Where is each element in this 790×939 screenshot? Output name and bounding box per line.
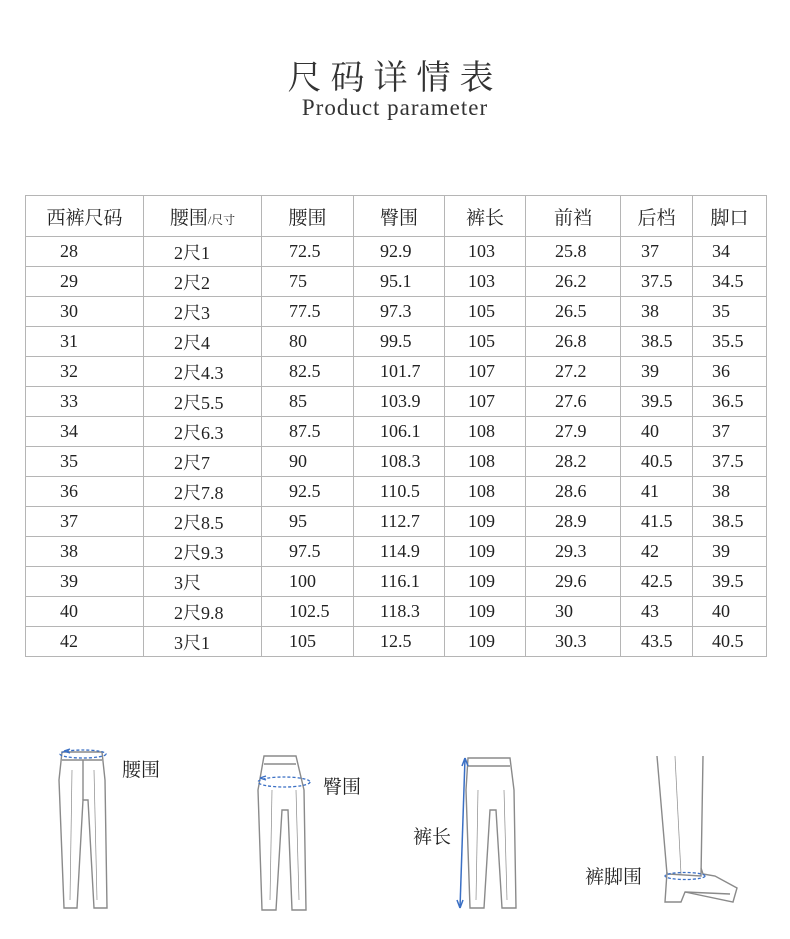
table-cell: 26.2 [526, 267, 621, 297]
table-cell: 87.5 [262, 417, 354, 447]
table-cell: 77.5 [262, 297, 354, 327]
table-cell: 108 [445, 417, 526, 447]
table-row [26, 357, 767, 387]
table-cell: 2尺7.8 [144, 477, 262, 507]
table-cell: 30 [526, 597, 621, 627]
table-cell: 114.9 [354, 537, 445, 567]
table-cell: 30.3 [526, 627, 621, 657]
table-cell: 42.5 [621, 567, 693, 597]
table-cell: 39.5 [693, 567, 767, 597]
table-cell: 109 [445, 567, 526, 597]
table-cell: 32 [26, 357, 144, 387]
size-table [25, 195, 767, 657]
table-cell: 92.9 [354, 237, 445, 267]
column-header: 腰围 [262, 196, 354, 237]
column-header: 西裤尺码 [26, 196, 144, 237]
table-cell: 34 [26, 417, 144, 447]
table-cell: 29.6 [526, 567, 621, 597]
table-cell: 36 [26, 477, 144, 507]
table-row [26, 537, 767, 567]
table-cell: 3尺1 [144, 627, 262, 657]
table-cell: 2尺6.3 [144, 417, 262, 447]
table-cell: 99.5 [354, 327, 445, 357]
table-cell: 37 [621, 237, 693, 267]
hem-diagram [585, 752, 755, 912]
waist-label: 腰围 [122, 759, 161, 781]
table-cell: 2尺8.5 [144, 507, 262, 537]
table-cell: 43.5 [621, 627, 693, 657]
table-row [26, 447, 767, 477]
header-suffix: /尺寸 [207, 212, 236, 227]
table-row [26, 477, 767, 507]
table-cell: 2尺7 [144, 447, 262, 477]
table-cell: 116.1 [354, 567, 445, 597]
table-cell: 3尺 [144, 567, 262, 597]
table-cell: 27.6 [526, 387, 621, 417]
table-row [26, 237, 767, 267]
table-row [26, 507, 767, 537]
table-cell: 97.5 [262, 537, 354, 567]
table-row [26, 627, 767, 657]
length-diagram [408, 750, 528, 920]
table-cell: 106.1 [354, 417, 445, 447]
column-header: 前裆 [526, 196, 621, 237]
table-row [26, 417, 767, 447]
table-cell: 40.5 [693, 627, 767, 657]
page-title: 尺码详情表 [287, 58, 503, 98]
hip-diagram [250, 750, 390, 920]
table-cell: 2尺9.8 [144, 597, 262, 627]
table-row [26, 387, 767, 417]
table-cell: 109 [445, 597, 526, 627]
table-cell: 29 [26, 267, 144, 297]
table-cell: 28 [26, 237, 144, 267]
table-cell: 12.5 [354, 627, 445, 657]
table-cell: 37.5 [693, 447, 767, 477]
table-cell: 39 [621, 357, 693, 387]
table-cell: 107 [445, 387, 526, 417]
table-cell: 108 [445, 447, 526, 477]
table-cell: 35.5 [693, 327, 767, 357]
table-header-row [26, 196, 767, 237]
table-cell: 2尺2 [144, 267, 262, 297]
table-cell: 103.9 [354, 387, 445, 417]
table-cell: 105 [445, 297, 526, 327]
table-cell: 30 [26, 297, 144, 327]
column-header: 臀围 [354, 196, 445, 237]
table-cell: 31 [26, 327, 144, 357]
table-cell: 101.7 [354, 357, 445, 387]
table-cell: 97.3 [354, 297, 445, 327]
table-cell: 38.5 [693, 507, 767, 537]
table-cell: 35 [693, 297, 767, 327]
table-cell: 33 [26, 387, 144, 417]
table-cell: 85 [262, 387, 354, 417]
table-row [26, 267, 767, 297]
table-cell: 2尺3 [144, 297, 262, 327]
table-row [26, 567, 767, 597]
table-cell: 109 [445, 507, 526, 537]
table-cell: 35 [26, 447, 144, 477]
column-header: 脚口 [693, 196, 767, 237]
pants-front-icon [50, 740, 110, 915]
table-cell: 39 [693, 537, 767, 567]
column-header: 后档 [621, 196, 693, 237]
table-cell: 39.5 [621, 387, 693, 417]
table-cell: 118.3 [354, 597, 445, 627]
table-cell: 110.5 [354, 477, 445, 507]
length-label: 裤长 [413, 826, 452, 848]
table-cell: 40 [621, 417, 693, 447]
column-header: 腰围/尺寸 [144, 196, 262, 237]
table-cell: 108.3 [354, 447, 445, 477]
table-cell: 38.5 [621, 327, 693, 357]
table-cell: 26.5 [526, 297, 621, 327]
table-cell: 42 [26, 627, 144, 657]
table-cell: 28.9 [526, 507, 621, 537]
table-cell: 75 [262, 267, 354, 297]
table-cell: 82.5 [262, 357, 354, 387]
table-cell: 25.8 [526, 237, 621, 267]
hem-label: 裤脚围 [585, 866, 643, 888]
table-row [26, 597, 767, 627]
waist-diagram [50, 740, 190, 920]
table-cell: 72.5 [262, 237, 354, 267]
table-cell: 41.5 [621, 507, 693, 537]
table-cell: 42 [621, 537, 693, 567]
table-cell: 2尺4 [144, 327, 262, 357]
table-cell: 37 [693, 417, 767, 447]
table-row [26, 327, 767, 357]
column-header: 裤长 [445, 196, 526, 237]
table-cell: 108 [445, 477, 526, 507]
table-cell: 43 [621, 597, 693, 627]
table-cell: 39 [26, 567, 144, 597]
table-cell: 27.2 [526, 357, 621, 387]
table-cell: 34.5 [693, 267, 767, 297]
table-cell: 102.5 [262, 597, 354, 627]
table-cell: 36 [693, 357, 767, 387]
pants-side-icon [250, 750, 320, 915]
table-cell: 38 [621, 297, 693, 327]
table-cell: 90 [262, 447, 354, 477]
table-cell: 40 [26, 597, 144, 627]
table-cell: 105 [445, 327, 526, 357]
table-cell: 105 [262, 627, 354, 657]
table-cell: 95.1 [354, 267, 445, 297]
table-cell: 103 [445, 267, 526, 297]
table-cell: 28.6 [526, 477, 621, 507]
hip-label: 臀围 [323, 776, 362, 798]
table-cell: 34 [693, 237, 767, 267]
table-cell: 100 [262, 567, 354, 597]
table-cell: 41 [621, 477, 693, 507]
table-cell: 80 [262, 327, 354, 357]
table-cell: 37 [26, 507, 144, 537]
table-cell: 29.3 [526, 537, 621, 567]
table-cell: 40 [693, 597, 767, 627]
table-cell: 2尺9.3 [144, 537, 262, 567]
table-cell: 2尺1 [144, 237, 262, 267]
table-cell: 27.9 [526, 417, 621, 447]
table-cell: 40.5 [621, 447, 693, 477]
table-cell: 37.5 [621, 267, 693, 297]
table-cell: 2尺4.3 [144, 357, 262, 387]
table-cell: 36.5 [693, 387, 767, 417]
table-cell: 95 [262, 507, 354, 537]
table-body [26, 237, 767, 657]
table-cell: 103 [445, 237, 526, 267]
table-cell: 28.2 [526, 447, 621, 477]
table-cell: 112.7 [354, 507, 445, 537]
table-row [26, 297, 767, 327]
table-cell: 107 [445, 357, 526, 387]
table-cell: 92.5 [262, 477, 354, 507]
table-cell: 38 [26, 537, 144, 567]
page-subtitle: Product parameter [301, 95, 489, 120]
table-cell: 109 [445, 627, 526, 657]
table-cell: 26.8 [526, 327, 621, 357]
table-cell: 2尺5.5 [144, 387, 262, 417]
table-cell: 109 [445, 537, 526, 567]
table-cell: 38 [693, 477, 767, 507]
